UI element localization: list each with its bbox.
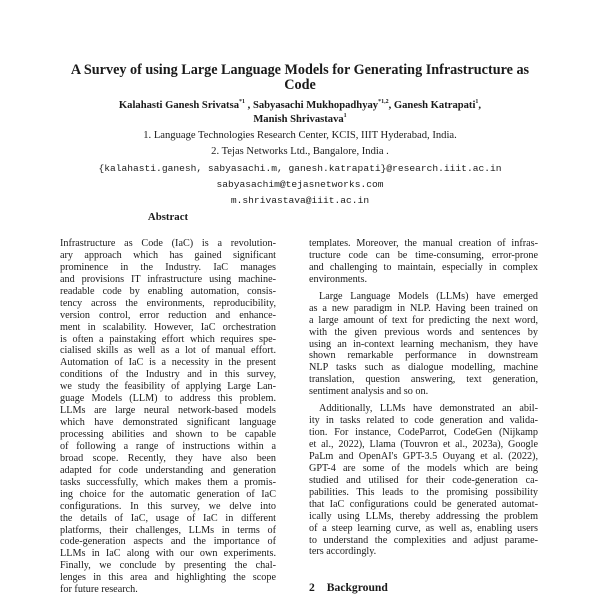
text-line: is often a painstaking effort which requires spe-	[60, 333, 276, 345]
email-line-1: {kalahasti.ganesh, sabyasachi.m, ganesh.katrapati}@research.iiit.ac.in	[98, 163, 502, 174]
text-line: LLMs in IaC along with our own experiments.	[60, 548, 276, 560]
text-line: ing choice for the automatic generation of IaC	[60, 488, 276, 500]
section-title: Background	[326, 581, 388, 594]
text-line: the details of IaC, usage of IaC in different	[60, 512, 276, 524]
author-sep: ,	[388, 100, 394, 111]
abstract-paragraph	[60, 238, 276, 596]
text-line: Additionally, LLMs have demonstrated an abil-	[319, 403, 538, 415]
author-name: Sabyasachi Mukhopadhyay	[252, 100, 379, 111]
text-line: pabilities. This leads to the promising possibility	[309, 486, 538, 498]
text-line: of a steep learning curve, as well as, enabling users	[309, 522, 538, 534]
email-line-2: sabyasachim@tejasnetworks.com	[216, 179, 384, 190]
text-line: studied and utilised for their code-generation ca-	[309, 474, 538, 486]
text-line: ically using LLMs, thereby addressing the problem	[309, 510, 538, 522]
text-line: a large amount of text for predicting the next word,	[309, 314, 538, 326]
text-line: adapted for code understanding and generation	[60, 464, 276, 476]
body-paragraph	[309, 291, 538, 398]
author-line-1	[0, 100, 600, 111]
section-number: 2	[309, 581, 315, 594]
text-line: prominence in the Industry. IaC manages	[60, 261, 276, 273]
author-name: Kalahasti Ganesh Srivatsa	[118, 100, 240, 111]
author-line-2	[0, 114, 600, 125]
text-line: tion. For instance, CodeParrot, CodeGen (Nijkamp	[309, 427, 538, 439]
text-line: PaLm and OpenAI's GPT-3.5 Ouyang et al. (2022),	[309, 450, 538, 462]
text-line: that IaC configurations could be generated automat-	[309, 498, 538, 510]
author-affil-mark: *1	[239, 99, 246, 105]
text-line: and provisions IT infrastructure using machine-	[60, 273, 276, 285]
email-line-3: m.shrivastava@iiit.ac.in	[230, 195, 370, 206]
text-line: Finally, we conclude by presenting the chal-	[60, 560, 276, 572]
text-line: lenges in this area and highlighting the scope	[60, 572, 276, 584]
body-paragraph	[309, 403, 538, 558]
author-name: Manish Shrivastava	[253, 114, 344, 125]
author-sep: ,	[245, 100, 253, 111]
body-column	[309, 238, 538, 558]
text-line: Automation of IaC is a necessity in the present	[60, 357, 276, 369]
abstract-heading: Abstract	[147, 211, 189, 223]
text-line: and challenging to maintain, especially in complex	[309, 261, 538, 273]
text-line: which have demonstrated significant language	[60, 417, 276, 429]
text-line: code-generation aspects and the importance of	[60, 536, 276, 548]
text-line: we study the feasibility of applying Large Lan-	[60, 381, 276, 393]
author-sep: ,	[478, 100, 482, 111]
text-line: Large Language Models (LLMs) have emerged	[319, 290, 538, 302]
author-affil-mark: *1,2	[378, 99, 389, 105]
text-line: configurations. In this survey, we delve into	[60, 500, 276, 512]
text-line: ment in scalability. However, IaC orchestration	[60, 321, 276, 333]
text-line: version control, error reduction and enhance-	[60, 309, 276, 321]
text-line: sentiment analysis and so on.	[309, 386, 429, 398]
section-heading-background	[309, 581, 388, 594]
body-paragraph	[309, 238, 538, 286]
text-line: processing abilities and shown to be capable	[60, 429, 276, 440]
affiliation-1: 1. Language Technologies Research Center, KCIS, IIIT Hyderabad, India.	[143, 130, 457, 141]
text-line: ary approach which has gained significant	[60, 249, 276, 261]
text-line: of following a range of instructions within a	[60, 440, 276, 452]
paper-title-line-1: A Survey of using Large Language Models for Generating Infrastructure as	[70, 62, 530, 78]
text-line: with the given previous words and sentences by	[309, 326, 538, 338]
text-line: templates. Moreover, the manual creation of infras-	[309, 238, 538, 249]
author-affil-mark: 1	[475, 99, 479, 105]
text-line: ters accordingly.	[309, 546, 377, 558]
text-line: tasks successfully, which makes them a promis-	[60, 476, 276, 488]
text-line: to understand the complexities and adjust parame-	[309, 534, 538, 546]
abstract-column	[60, 238, 276, 596]
author-affil-mark: 1	[343, 113, 347, 119]
text-line: et al., 2022), Llama (Touvron et al., 2023a), Google	[309, 439, 538, 450]
text-line: shown remarkable performance in downstream	[309, 350, 538, 362]
text-line: LLMs are large neural network-based models	[60, 405, 276, 417]
text-line: GPT-4 are some of the models which are being	[309, 462, 538, 474]
paper-title-line-2: Code	[284, 77, 316, 93]
text-line: NLP tasks such as dialogue modelling, machine	[309, 362, 538, 374]
text-line: tency across the environments, reproducibility,	[60, 297, 276, 309]
text-line: cialised skills as well as a lot of manual effort.	[60, 345, 276, 357]
affiliation-2: 2. Tejas Networks Ltd., Bangalore, India .	[211, 146, 389, 157]
text-line: guage Models (LLM) to address this problem.	[60, 393, 276, 405]
text-line: ity in tasks related to code generation and valida-	[309, 415, 538, 427]
text-line: translation, question answering, text generation,	[309, 374, 538, 386]
text-line: Infrastructure as Code (IaC) is a revolution-	[60, 238, 276, 249]
text-line: as a new paradigm in NLP. Having been trained on	[309, 302, 538, 314]
text-line: readable code by enabling automation, consis-	[60, 285, 276, 297]
text-line: conditions of the Industry and in this survey,	[60, 369, 276, 381]
text-line: for future research.	[60, 584, 138, 596]
text-line: using an in-context learning mechanism, they have	[309, 338, 538, 350]
author-name: Ganesh Katrapati	[393, 100, 476, 111]
text-line: platforms, their challenges, LLMs in terms of	[60, 524, 276, 536]
text-line: broad scope. Recently, they have also been	[60, 452, 276, 464]
text-line: tructure code can be time-consuming, error-prone	[309, 249, 538, 261]
text-line: environments.	[309, 273, 368, 285]
